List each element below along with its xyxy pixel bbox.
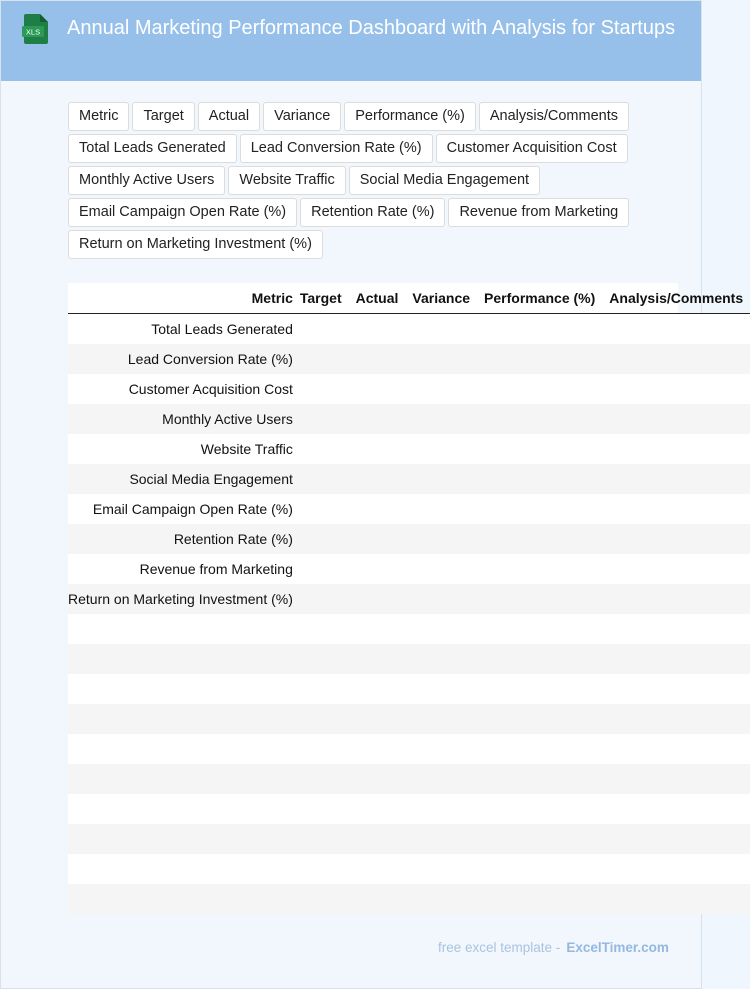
empty-cell xyxy=(477,344,602,374)
metric-cell xyxy=(68,734,293,764)
empty-cell xyxy=(349,884,406,914)
column-header: Variance xyxy=(405,283,477,314)
empty-cell xyxy=(602,404,750,434)
empty-cell xyxy=(293,434,349,464)
empty-cell xyxy=(349,314,406,345)
table-row xyxy=(68,584,750,614)
empty-cell xyxy=(602,824,750,854)
empty-cell xyxy=(405,494,477,524)
empty-cell xyxy=(349,494,406,524)
data-table xyxy=(68,283,750,914)
table-row xyxy=(68,524,750,554)
empty-cell xyxy=(293,704,349,734)
empty-cell xyxy=(602,584,750,614)
footer-brand-link[interactable]: ExcelTimer.com xyxy=(566,940,669,955)
empty-cell xyxy=(602,884,750,914)
empty-cell xyxy=(602,674,750,704)
table-row xyxy=(68,854,750,884)
empty-cell xyxy=(349,404,406,434)
empty-cell xyxy=(349,434,406,464)
metric-cell: Retention Rate (%) xyxy=(68,524,293,554)
metric-cell xyxy=(68,884,293,914)
metric-cell xyxy=(68,614,293,644)
metric-cell xyxy=(68,794,293,824)
metric-cell: Total Leads Generated xyxy=(68,314,293,345)
empty-cell xyxy=(602,704,750,734)
empty-cell xyxy=(477,734,602,764)
metric-cell xyxy=(68,674,293,704)
empty-cell xyxy=(477,494,602,524)
metric-tag[interactable]: Performance (%) xyxy=(344,102,476,131)
empty-cell xyxy=(405,824,477,854)
metric-cell: Monthly Active Users xyxy=(68,404,293,434)
empty-cell xyxy=(602,314,750,345)
empty-cell xyxy=(405,314,477,345)
empty-cell xyxy=(405,734,477,764)
empty-cell xyxy=(293,404,349,434)
empty-cell xyxy=(349,704,406,734)
metric-cell: Social Media Engagement xyxy=(68,464,293,494)
empty-cell xyxy=(349,824,406,854)
metric-cell xyxy=(68,764,293,794)
empty-cell xyxy=(293,854,349,884)
table-row xyxy=(68,764,750,794)
metric-tag[interactable]: Monthly Active Users xyxy=(68,166,225,195)
data-table-container[interactable] xyxy=(68,283,744,914)
empty-cell xyxy=(349,794,406,824)
empty-cell xyxy=(602,434,750,464)
empty-cell xyxy=(349,374,406,404)
footer-credit xyxy=(438,940,669,955)
metric-tag[interactable]: Variance xyxy=(263,102,341,131)
metric-cell xyxy=(68,644,293,674)
table-row xyxy=(68,314,750,345)
empty-cell xyxy=(405,434,477,464)
empty-cell xyxy=(405,644,477,674)
empty-cell xyxy=(602,794,750,824)
empty-cell xyxy=(405,374,477,404)
empty-cell xyxy=(349,524,406,554)
table-row xyxy=(68,704,750,734)
empty-cell xyxy=(293,884,349,914)
empty-cell xyxy=(477,314,602,345)
metric-cell: Customer Acquisition Cost xyxy=(68,374,293,404)
table-row xyxy=(68,674,750,704)
empty-cell xyxy=(602,464,750,494)
empty-cell xyxy=(349,674,406,704)
empty-cell xyxy=(349,764,406,794)
metric-cell xyxy=(68,704,293,734)
empty-cell xyxy=(405,854,477,884)
empty-cell xyxy=(602,374,750,404)
empty-cell xyxy=(349,614,406,644)
table-row xyxy=(68,374,750,404)
empty-cell xyxy=(293,674,349,704)
empty-cell xyxy=(602,554,750,584)
empty-cell xyxy=(602,854,750,884)
table-row xyxy=(68,344,750,374)
empty-cell xyxy=(349,554,406,584)
empty-cell xyxy=(477,554,602,584)
empty-cell xyxy=(477,854,602,884)
column-header: Target xyxy=(293,283,349,314)
empty-cell xyxy=(405,464,477,494)
empty-cell xyxy=(293,524,349,554)
metric-tag[interactable]: Social Media Engagement xyxy=(349,166,540,195)
xls-icon-label: XLS xyxy=(25,27,41,37)
empty-cell xyxy=(477,704,602,734)
empty-cell xyxy=(349,854,406,884)
table-row xyxy=(68,794,750,824)
metric-tag[interactable]: Target xyxy=(132,102,194,131)
table-row xyxy=(68,644,750,674)
empty-cell xyxy=(477,434,602,464)
empty-cell xyxy=(349,344,406,374)
empty-cell xyxy=(349,584,406,614)
empty-cell xyxy=(602,494,750,524)
metric-tag[interactable]: Lead Conversion Rate (%) xyxy=(240,134,433,163)
empty-cell xyxy=(349,464,406,494)
empty-cell xyxy=(405,344,477,374)
empty-cell xyxy=(477,464,602,494)
empty-cell xyxy=(405,404,477,434)
empty-cell xyxy=(293,734,349,764)
metric-tag-list xyxy=(68,102,668,259)
empty-cell xyxy=(477,614,602,644)
empty-cell xyxy=(293,494,349,524)
table-row xyxy=(68,734,750,764)
empty-cell xyxy=(293,584,349,614)
empty-cell xyxy=(602,344,750,374)
empty-cell xyxy=(477,374,602,404)
empty-cell xyxy=(405,524,477,554)
table-body xyxy=(68,314,750,915)
table-row xyxy=(68,494,750,524)
empty-cell xyxy=(405,554,477,584)
empty-cell xyxy=(349,644,406,674)
table-row xyxy=(68,464,750,494)
empty-cell xyxy=(477,884,602,914)
empty-cell xyxy=(293,314,349,345)
table-header-row xyxy=(68,283,750,314)
metric-cell xyxy=(68,824,293,854)
metric-cell: Revenue from Marketing xyxy=(68,554,293,584)
empty-cell xyxy=(293,464,349,494)
column-header: Performance (%) xyxy=(477,283,602,314)
empty-cell xyxy=(405,794,477,824)
empty-cell xyxy=(405,704,477,734)
metric-cell: Website Traffic xyxy=(68,434,293,464)
metric-cell: Return on Marketing Investment (%) xyxy=(68,584,293,614)
empty-cell xyxy=(405,674,477,704)
empty-cell xyxy=(477,584,602,614)
table-row xyxy=(68,614,750,644)
empty-cell xyxy=(293,644,349,674)
empty-cell xyxy=(477,764,602,794)
table-row xyxy=(68,434,750,464)
metric-tag[interactable]: Email Campaign Open Rate (%) xyxy=(68,198,297,227)
table-row xyxy=(68,404,750,434)
empty-cell xyxy=(293,554,349,584)
table-row xyxy=(68,884,750,914)
footer-text: free excel template - xyxy=(438,940,561,955)
metric-cell: Email Campaign Open Rate (%) xyxy=(68,494,293,524)
column-header: Metric xyxy=(68,283,293,314)
empty-cell xyxy=(293,794,349,824)
metric-tag[interactable]: Customer Acquisition Cost xyxy=(436,134,628,163)
empty-cell xyxy=(477,644,602,674)
column-header: Actual xyxy=(349,283,406,314)
empty-cell xyxy=(293,824,349,854)
metric-tag[interactable]: Actual xyxy=(198,102,260,131)
column-header: Analysis/Comments xyxy=(602,283,750,314)
empty-cell xyxy=(293,344,349,374)
empty-cell xyxy=(293,374,349,404)
metric-tag[interactable]: Metric xyxy=(68,102,129,131)
empty-cell xyxy=(602,524,750,554)
metric-tag[interactable]: Analysis/Comments xyxy=(479,102,629,131)
metric-tag[interactable]: Total Leads Generated xyxy=(68,134,237,163)
empty-cell xyxy=(405,884,477,914)
metric-tag[interactable]: Revenue from Marketing xyxy=(448,198,629,227)
empty-cell xyxy=(405,764,477,794)
metric-tag[interactable]: Return on Marketing Investment (%) xyxy=(68,230,323,259)
empty-cell xyxy=(405,584,477,614)
empty-cell xyxy=(477,824,602,854)
empty-cell xyxy=(602,614,750,644)
empty-cell xyxy=(602,764,750,794)
empty-cell xyxy=(293,614,349,644)
empty-cell xyxy=(602,734,750,764)
metric-cell xyxy=(68,854,293,884)
metric-cell: Lead Conversion Rate (%) xyxy=(68,344,293,374)
table-row xyxy=(68,554,750,584)
empty-cell xyxy=(477,524,602,554)
metric-tag[interactable]: Website Traffic xyxy=(228,166,345,195)
page-title: Annual Marketing Performance Dashboard with Analysis for Startups xyxy=(67,17,676,39)
empty-cell xyxy=(293,764,349,794)
empty-cell xyxy=(477,404,602,434)
metric-tag[interactable]: Retention Rate (%) xyxy=(300,198,445,227)
empty-cell xyxy=(349,734,406,764)
empty-cell xyxy=(477,674,602,704)
empty-cell xyxy=(602,644,750,674)
empty-cell xyxy=(405,614,477,644)
table-row xyxy=(68,824,750,854)
empty-cell xyxy=(477,794,602,824)
